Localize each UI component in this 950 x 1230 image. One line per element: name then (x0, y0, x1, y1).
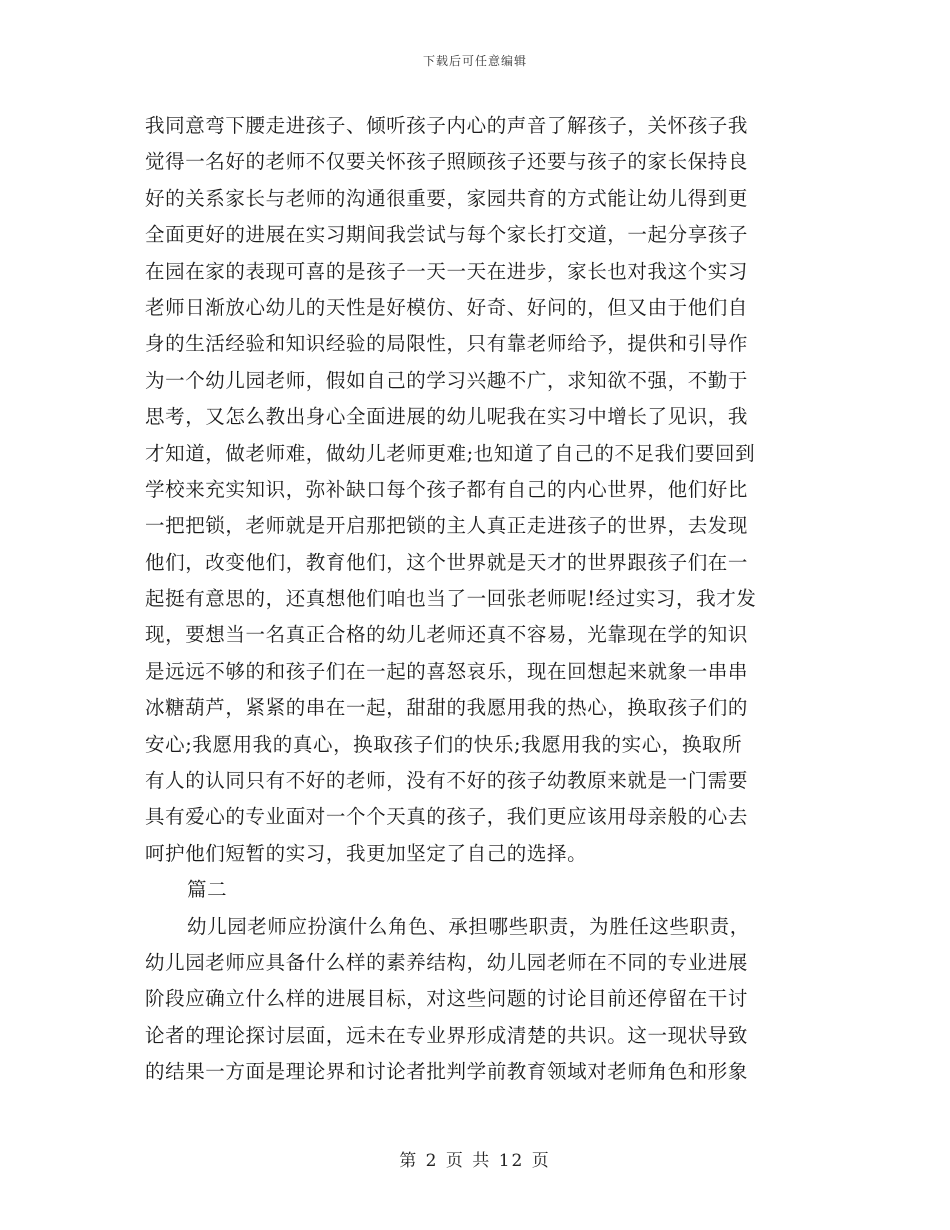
text-line: 冰糖葫芦，紧紧的串在一起，甜甜的我愿用我的热心，换取孩子们的 (145, 696, 749, 720)
text-line: 在园在家的表现可喜的是孩子一天一天在进步，家长也对我这个实习 (145, 259, 749, 283)
text-line: 觉得一名好的老师不仅要关怀孩子照顾孩子还要与孩子的家长保持良 (145, 150, 749, 174)
text-line: 具有爱心的专业面对一个个天真的孩子，我们更应该用母亲般的心去 (145, 805, 749, 829)
text-line: 安心;我愿用我的真心，换取孩子们的快乐;我愿用我的实心，换取所 (145, 732, 743, 756)
text-line: 老师日渐放心幼儿的天性是好模仿、好奇、好问的，但又由于他们自 (145, 295, 749, 319)
text-line: 有人的认同只有不好的老师，没有不好的孩子幼教原来就是一门需要 (145, 769, 749, 793)
text-line: 论者的理论探讨层面，远未在专业界形成清楚的共识。这一现状导致 (145, 1023, 749, 1047)
text-line: 幼儿园老师应具备什么样的素养结构，幼儿园老师在不同的专业进展 (145, 950, 749, 974)
text-line: 才知道，做老师难，做幼儿老师更难;也知道了自己的不足我们要回到 (145, 441, 756, 465)
text-line: 我同意弯下腰走进孩子、倾听孩子内心的声音了解孩子，关怀孩子我 (145, 114, 749, 137)
text-line: 起挺有意思的，还真想他们咱也当了一回张老师呢!经过实习，我才发 (145, 587, 757, 611)
section-heading: 篇二 (187, 878, 228, 902)
text-line: 一把把锁，老师就是开启那把锁的主人真正走进孩子的世界，去发现 (145, 514, 749, 538)
text-line: 身的生活经验和知识经验的局限性，只有靠老师给予，提供和引导作 (145, 332, 749, 356)
text-line: 他们，改变他们，教育他们，这个世界就是天才的世界跟孩子们在一 (145, 550, 749, 574)
text-line: 呵护他们短暂的实习，我更加坚定了自己的选择。 (145, 841, 588, 865)
text-line: 思考，又怎么教出身心全面进展的幼儿呢我在实习中增长了见识，我 (145, 405, 749, 429)
text-line: 是远远不够的和孩子们在一起的喜怒哀乐，现在回想起来就象一串串 (145, 659, 749, 683)
page-number: 第 2 页 共 12 页 (399, 1151, 551, 1171)
text-line: 全面更好的进展在实习期间我尝试与每个家长打交道，一起分享孩子 (145, 223, 749, 247)
document-body (145, 108, 805, 1091)
text-line: 现，要想当一名真正合格的幼儿老师还真不容易，光靠现在学的知识 (145, 623, 749, 647)
header-note: 下载后可任意编辑 (422, 54, 527, 68)
text-line: 为一个幼儿园老师，假如自己的学习兴趣不广，求知欲不强，不勤于 (145, 368, 749, 392)
text-line: 学校来充实知识，弥补缺口每个孩子都有自己的内心世界，他们好比 (145, 477, 749, 501)
text-line: 好的关系家长与老师的沟通很重要，家园共育的方式能让幼儿得到更 (145, 186, 749, 210)
text-line: 阶段应确立什么样的进展目标，对这些问题的讨论目前还停留在干讨 (145, 987, 749, 1011)
text-line: 幼儿园老师应扮演什么角色、承担哪些职责，为胜任这些职责， (187, 914, 750, 938)
text-line: 的结果一方面是理论界和讨论者批判学前教育领域对老师角色和形象 (145, 1060, 749, 1084)
